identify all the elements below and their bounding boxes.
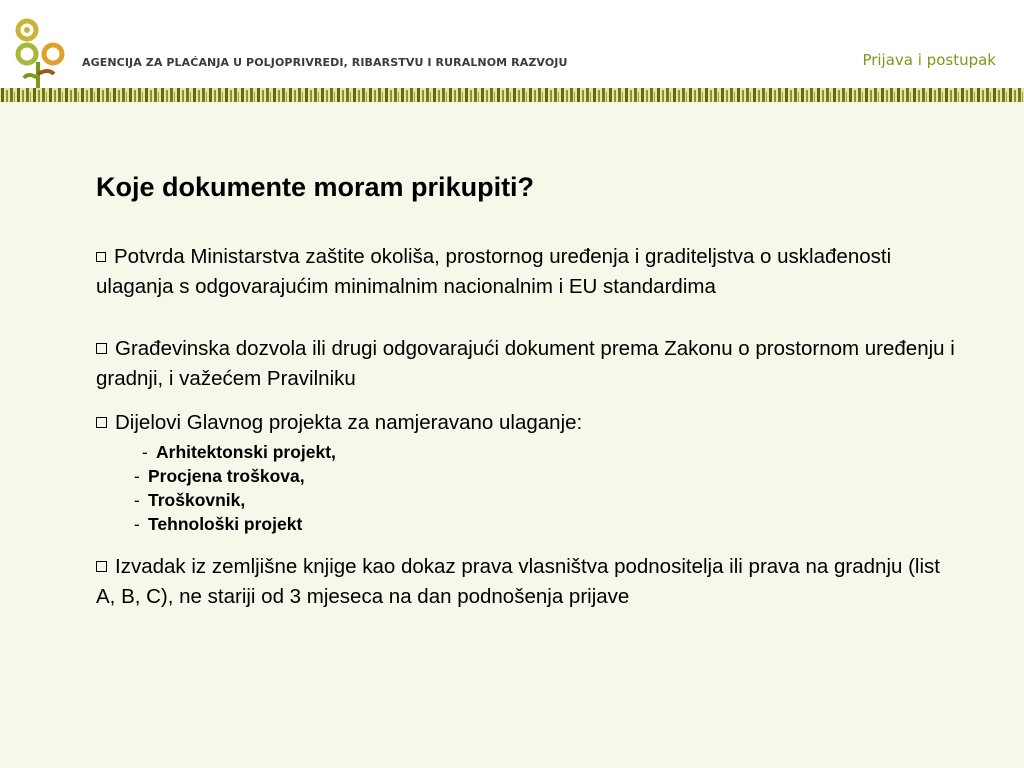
list-item-text: Građevinska dozvola ili drugi odgovarajući dokument prema Zakonu o prostornom uređenju i gradnji, i važećem Pravilniku: [96, 337, 955, 390]
dash-marker: -: [134, 490, 140, 510]
sub-item-text: Arhitektonski projekt,: [156, 442, 336, 462]
dash-marker: -: [142, 442, 148, 462]
project-parts-list: [134, 440, 956, 536]
sub-item: [134, 464, 956, 488]
list-item-text: Potvrda Ministarstva zaštite okoliša, prostornog uređenja i graditeljstva o usklađenosti ulaganja s odgovarajućim minimalnim nacionalnim i EU standardima: [96, 245, 892, 298]
sub-item: [134, 512, 956, 536]
sub-item-text: Troškovnik,: [148, 490, 246, 510]
list-item: [96, 242, 956, 302]
checkbox-icon: [96, 252, 106, 262]
dash-marker: -: [134, 514, 140, 534]
list-item-text: Izvadak iz zemljišne knjige kao dokaz prava vlasništva podnositelja ili prava na gradnju (list A, B, C), ne stariji od 3 mjeseca na dan podnošenja prijave: [96, 555, 940, 608]
dash-marker: -: [134, 466, 140, 486]
list-item: [96, 552, 956, 612]
agency-name: AGENCIJA ZA PLAĆANJA U POLJOPRIVREDI, RIBARSTVU I RURALNOM RAZVOJU: [82, 56, 568, 69]
checkbox-icon: [96, 561, 107, 572]
slide-content: [96, 168, 956, 626]
sub-item-text: Tehnološki projekt: [148, 514, 303, 534]
list-item: [96, 408, 956, 438]
checkbox-icon: [96, 343, 107, 354]
list-item-text: Dijelovi Glavnog projekta za namjeravano ulaganje:: [115, 411, 583, 434]
sub-item-text: Procjena troškova,: [148, 466, 305, 486]
sub-item: [134, 488, 956, 512]
checkbox-icon: [96, 417, 107, 428]
sub-item: [142, 440, 956, 464]
page-title: Koje dokumente moram prikupiti?: [96, 172, 535, 202]
section-title: Prijava i postupak: [862, 51, 996, 69]
decorative-stripe: [0, 88, 1024, 102]
list-item: [96, 334, 956, 394]
slide-header: [0, 0, 1024, 102]
